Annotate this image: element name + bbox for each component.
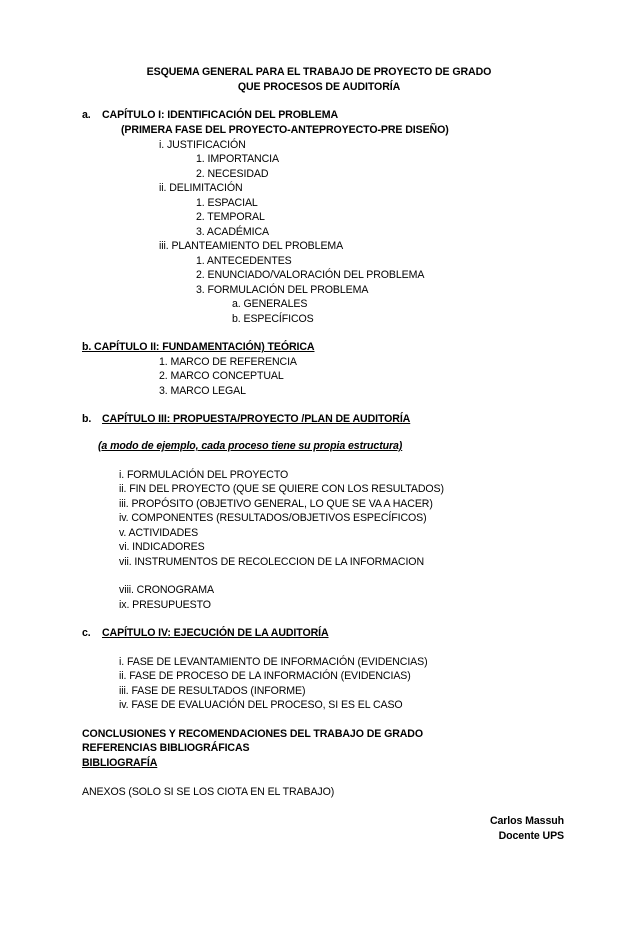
chapter3-heading: CAPÍTULO III: PROPUESTA/PROYECTO /PLAN DE AUDITORÍA <box>102 413 411 425</box>
outline-item: 1. ESPACIAL <box>196 197 258 209</box>
chapter3-marker: b. <box>82 413 92 425</box>
references-heading: REFERENCIAS BIBLIOGRÁFICAS <box>82 742 250 754</box>
document-title-line1: ESQUEMA GENERAL PARA EL TRABAJO DE PROYECTO DE GRADO <box>146 66 492 78</box>
outline-item: iii. PLANTEAMIENTO DEL PROBLEMA <box>159 240 344 252</box>
outline-item: ii. FASE DE PROCESO DE LA INFORMACIÓN (EVIDENCIAS) <box>119 670 411 682</box>
outline-item: v. ACTIVIDADES <box>119 527 199 539</box>
outline-item: i. FASE DE LEVANTAMIENTO DE INFORMACIÓN (EVIDENCIAS) <box>119 656 428 668</box>
outline-item: iv. FASE DE EVALUACIÓN DEL PROCESO, SI ES EL CASO <box>119 699 403 711</box>
outline-item: 1. IMPORTANCIA <box>196 153 279 165</box>
outline-item: ii. FIN DEL PROYECTO (QUE SE QUIERE CON LOS RESULTADOS) <box>119 483 444 495</box>
document-title-line2: QUE PROCESOS DE AUDITORÍA <box>237 81 401 93</box>
outline-item: 1. MARCO DE REFERENCIA <box>159 356 297 368</box>
chapter2-heading: b. CAPÍTULO II: FUNDAMENTACIÓN) TEÓRICA <box>82 341 315 353</box>
outline-item: i. FORMULACIÓN DEL PROYECTO <box>119 469 289 481</box>
outline-item: 2. MARCO CONCEPTUAL <box>159 370 284 382</box>
outline-item: 2. ENUNCIADO/VALORACIÓN DEL PROBLEMA <box>196 269 425 281</box>
outline-item: 1. ANTECEDENTES <box>196 255 292 267</box>
outline-item: vii. INSTRUMENTOS DE RECOLECCION DE LA INFORMACION <box>119 556 425 568</box>
outline-item: a. GENERALES <box>232 298 308 310</box>
conclusions-heading: CONCLUSIONES Y RECOMENDACIONES DEL TRABAJO DE GRADO <box>82 728 424 740</box>
chapter4-marker: c. <box>82 627 91 639</box>
outline-item: viii. CRONOGRAMA <box>119 584 214 596</box>
outline-item: 2. NECESIDAD <box>196 168 269 180</box>
outline-item: i. JUSTIFICACIÓN <box>159 139 246 151</box>
outline-item: iv. COMPONENTES (RESULTADOS/OBJETIVOS ESPECÍFICOS) <box>119 512 427 524</box>
outline-item: iii. FASE DE RESULTADOS (INFORME) <box>119 685 306 697</box>
bibliography-heading: BIBLIOGRAFÍA <box>82 757 158 769</box>
signature-role: Docente UPS <box>498 830 564 842</box>
chapter3-note: (a modo de ejemplo, cada proceso tiene su propia estructura) <box>98 440 403 452</box>
outline-item: 3. ACADÉMICA <box>196 226 269 238</box>
outline-item: vi. INDICADORES <box>119 541 205 553</box>
outline-item: 3. FORMULACIÓN DEL PROBLEMA <box>196 284 369 296</box>
outline-item: 2. TEMPORAL <box>196 211 265 223</box>
signature-name: Carlos Massuh <box>489 815 564 827</box>
outline-item: b. ESPECÍFICOS <box>232 313 314 325</box>
annexes-line: ANEXOS (SOLO SI SE LOS CIOTA EN EL TRABAJO) <box>82 786 335 798</box>
outline-item: 3. MARCO LEGAL <box>159 385 246 397</box>
outline-item: ix. PRESUPUESTO <box>119 599 211 611</box>
chapter1-marker: a. <box>82 109 91 121</box>
outline-item: iii. PROPÓSITO (OBJETIVO GENERAL, LO QUE SE VA A HACER) <box>119 498 433 510</box>
chapter1-subheading: (PRIMERA FASE DEL PROYECTO-ANTEPROYECTO-PRE DISEÑO) <box>121 124 449 136</box>
chapter1-heading: CAPÍTULO I: IDENTIFICACIÓN DEL PROBLEMA <box>102 109 339 121</box>
outline-item: ii. DELIMITACIÓN <box>159 182 243 194</box>
chapter4-heading: CAPÍTULO IV: EJECUCIÓN DE LA AUDITORÍA <box>102 627 329 639</box>
